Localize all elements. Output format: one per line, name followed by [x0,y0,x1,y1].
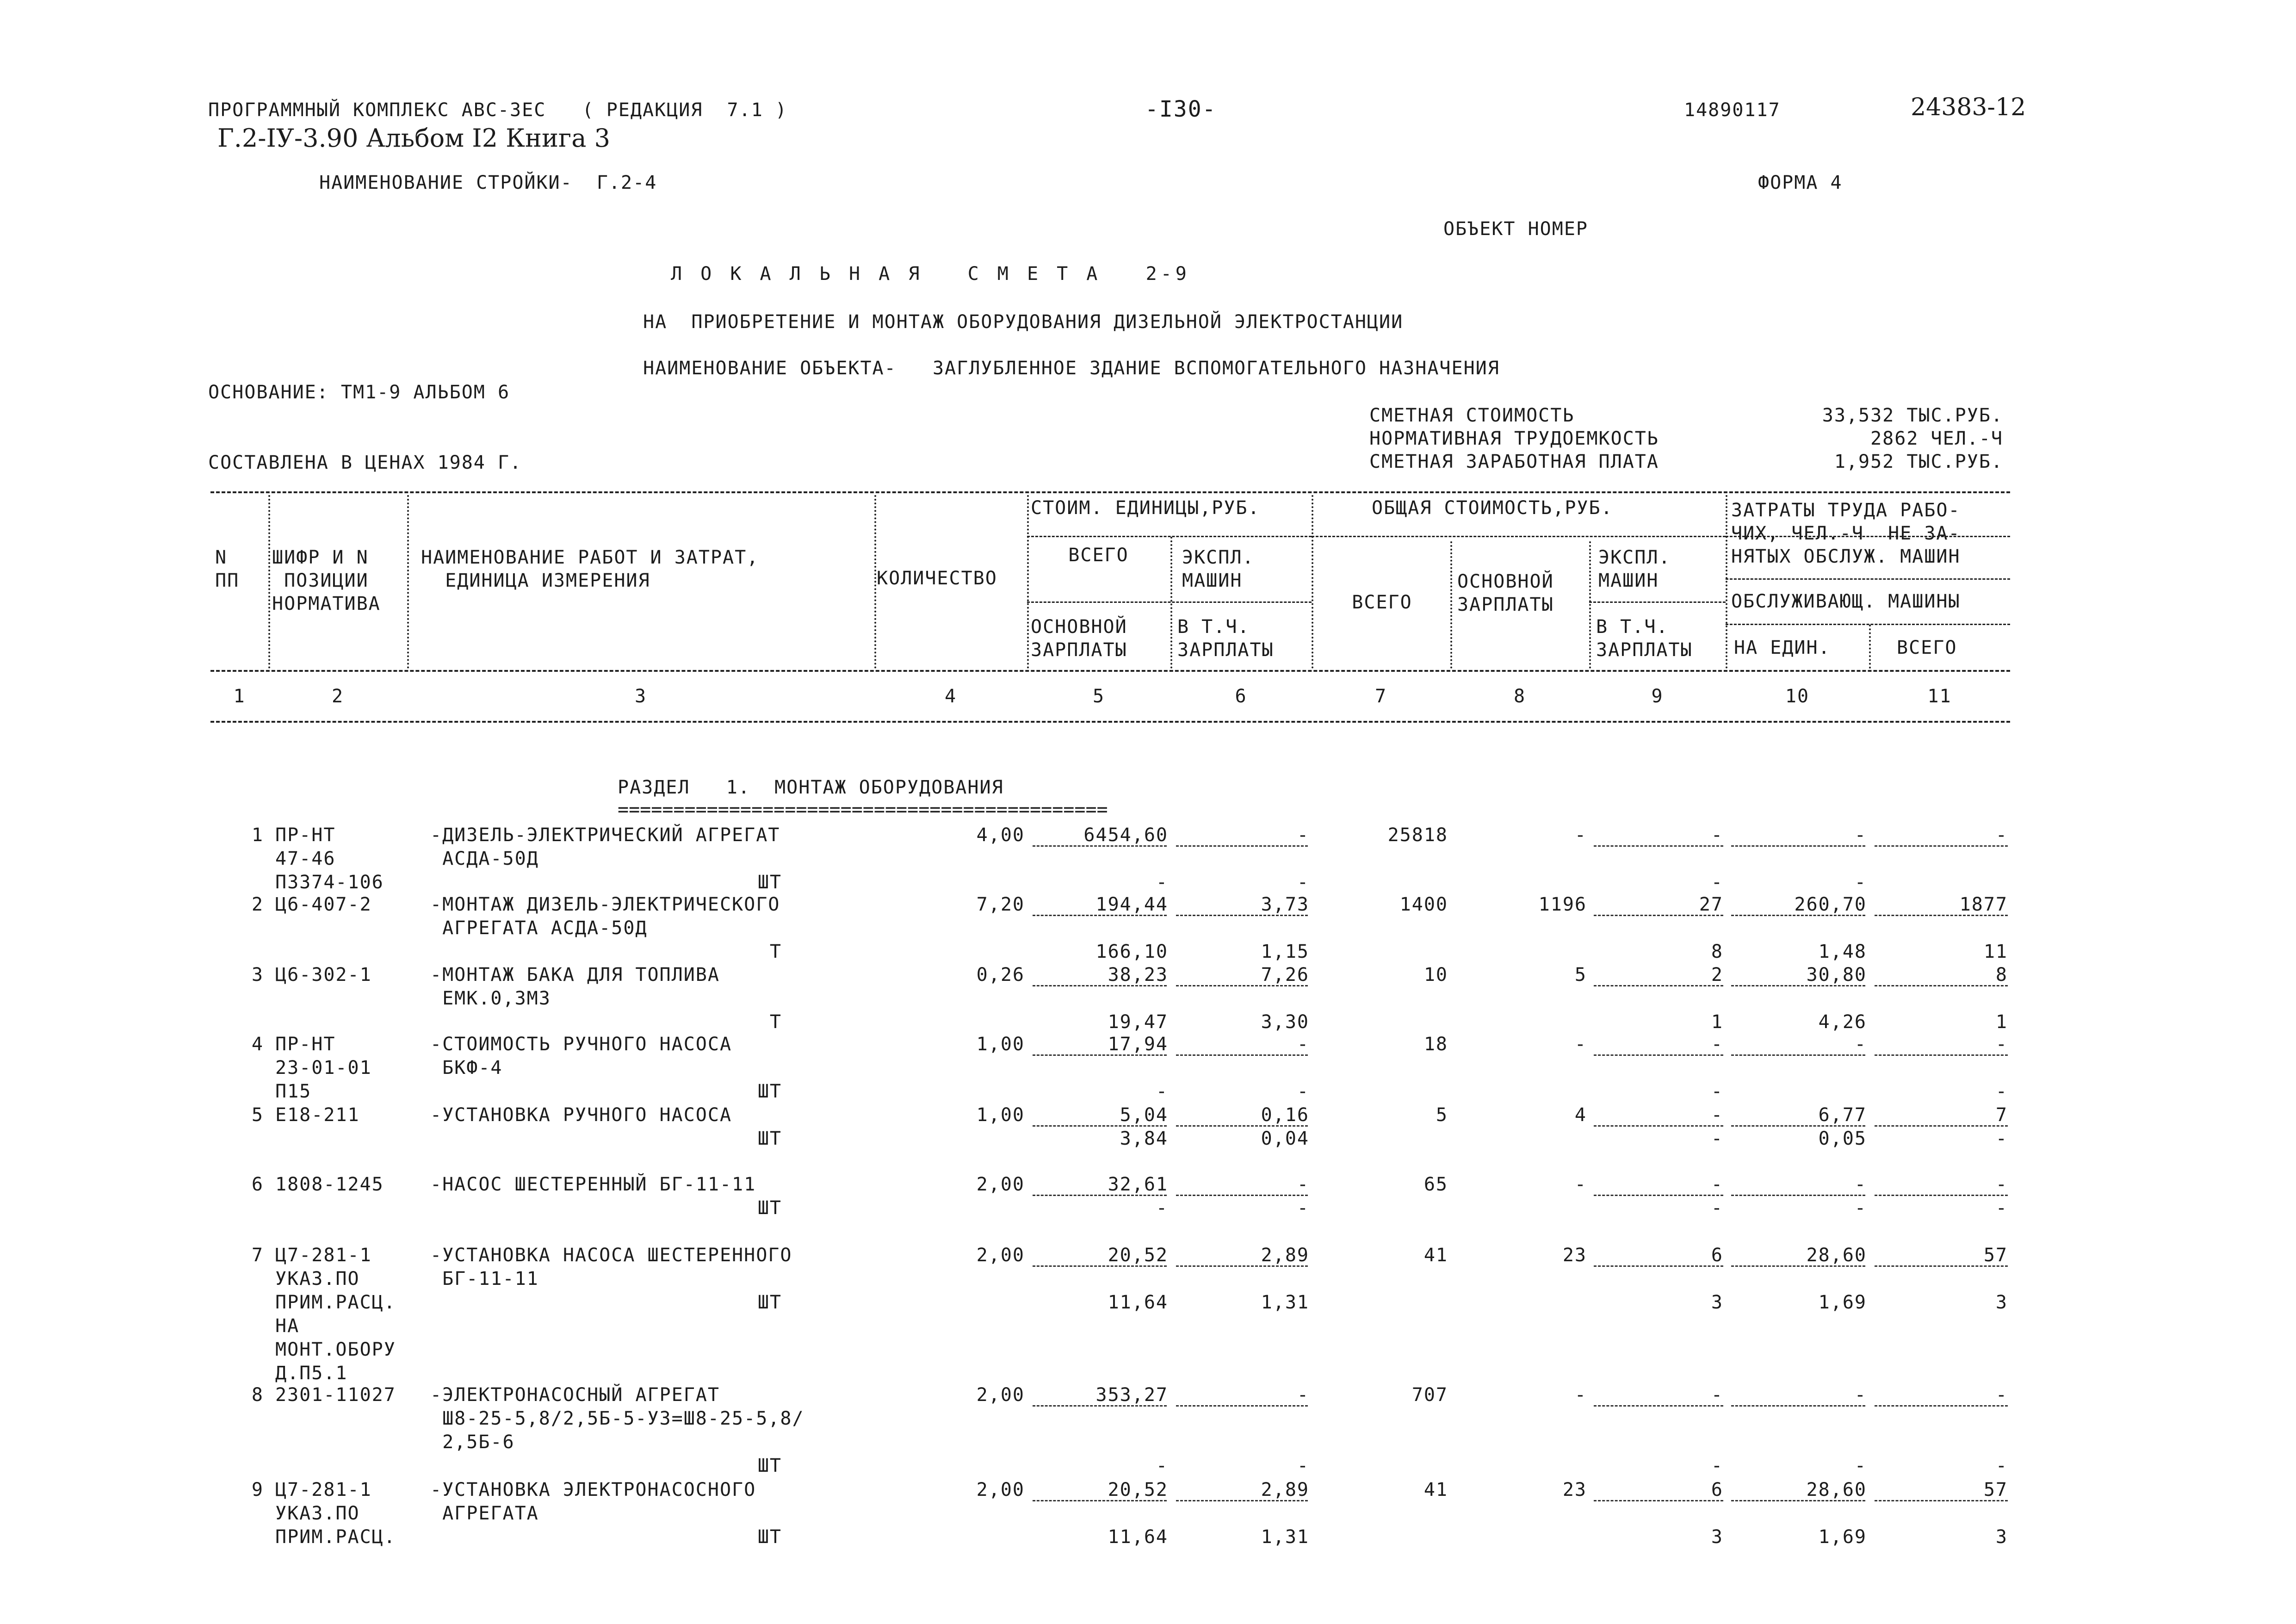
total-cost: 1400 [1399,894,1448,915]
divider [1731,1405,1865,1407]
divider [1594,1265,1723,1267]
col-7-header: ВСЕГО [1352,592,1412,613]
col-8-header: ОСНОВНОЙ ЗАРПЛАТЫ [1457,571,1554,615]
machine-labor-per-unit: - [1854,872,1867,893]
machine-labor-per-unit: 1,69 [1818,1292,1867,1313]
column-number: 4 [944,686,957,707]
quantity: 2,00 [976,1479,1025,1500]
divider [1875,1405,2008,1407]
divider [1731,845,1865,847]
unit-cost-total: 17,94 [1108,1034,1168,1055]
divider [1875,1054,2008,1056]
total-cost: 10 [1423,964,1448,986]
quantity: 4,00 [976,824,1025,846]
work-name: -МОНТАЖ БАКА ДЛЯ ТОПЛИВА ЕМК.0,3М3 [430,964,720,1009]
labor-total: - [1995,824,2008,846]
unit-cost-wages: 11,64 [1108,1292,1168,1313]
row-number: 1 [251,824,264,846]
divider [1033,1195,1167,1196]
column-number: 3 [634,686,647,707]
work-name: -ДИЗЕЛЬ-ЭЛЕКТРИЧЕСКИЙ АГРЕГАТ АСДА-50Д [430,824,780,869]
total-machine-wages: - [1711,872,1723,893]
summary-label: НОРМАТИВНАЯ ТРУДОЕМКОСТЬ [1369,428,1659,449]
unit-label: ШТ [757,1292,782,1313]
unit-cost-machine-wages: 1,31 [1261,1526,1309,1548]
total-cost: 18 [1423,1034,1448,1055]
total-cost: 25818 [1387,824,1448,846]
rule [1312,536,1726,537]
rule [874,495,876,669]
unit-label: ШТ [757,1526,782,1548]
unit-cost-total: 5,04 [1120,1104,1168,1126]
divider [1033,915,1167,916]
total-cost: 5 [1436,1104,1448,1126]
divider [1176,985,1308,986]
rule [1726,624,2010,625]
section-underline: ============================================ [618,800,1108,819]
total-machine-wages: 3 [1711,1292,1723,1313]
unit-cost-machines: 0,16 [1261,1104,1309,1126]
form-label: ФОРМА 4 [1758,172,1843,193]
row-number: 2 [251,894,264,915]
program-label: ПРОГРАММНЫЙ КОМПЛЕКС АВС-ЗЕС ( РЕДАКЦИЯ 7.1 ) [208,99,787,121]
norm-code: Е18-211 [275,1104,360,1126]
total-machines: 2 [1711,964,1723,986]
work-name: -УСТАНОВКА ЭЛЕКТРОНАСОСНОГО АГРЕГАТА [430,1479,756,1524]
labor-total: - [1995,1174,2008,1195]
divider [1731,1265,1865,1267]
divider [1594,915,1723,916]
document-number: 24383-12 [1911,93,2026,121]
divider [1594,1405,1723,1407]
divider [1176,1125,1308,1127]
machine-labor-total: - [1995,1455,2008,1476]
col-10-header: НА ЕДИН. [1734,637,1831,658]
divider [1875,1125,2008,1127]
rule [268,495,270,669]
total-machines: 27 [1699,894,1723,915]
rule [1726,578,2010,580]
summary-value: 2862 ЧЕЛ.-Ч [1870,428,2003,449]
labor-total: 57 [1983,1479,2008,1500]
labor-total: 7 [1995,1104,2008,1126]
unit-cost-wages: - [1156,1455,1168,1476]
unit-cost-machine-wages: - [1297,1455,1309,1476]
col-5-bottom-header: ОСНОВНОЙ ЗАРПЛАТЫ [1031,616,1127,661]
divider [1033,985,1167,986]
total-machines: 6 [1711,1479,1723,1500]
divider [1875,845,2008,847]
divider [1033,1405,1167,1407]
total-wages: 4 [1574,1104,1587,1126]
unit-cost-total: 32,61 [1108,1174,1168,1195]
divider [1594,1195,1723,1196]
basis-label: ОСНОВАНИЕ: ТМ1-9 АЛЬБОМ 6 [208,382,510,403]
unit-cost-machines: 2,89 [1261,1479,1309,1500]
divider [1731,915,1865,916]
work-name: -УСТАНОВКА РУЧНОГО НАСОСА [430,1104,732,1126]
machine-labor-total: - [1995,1197,2008,1219]
rule [210,670,2010,672]
unit-cost-machines: - [1297,824,1309,846]
estimate-title: Л О К А Л Ь Н А Я С М Е Т А 2-9 [671,263,1190,285]
row-number: 5 [251,1104,264,1126]
unit-cost-wages: 11,64 [1108,1526,1168,1548]
quantity: 0,26 [976,964,1025,986]
total-machine-wages: 8 [1711,941,1723,962]
summary-label: СМЕТНАЯ ЗАРАБОТНАЯ ПЛАТА [1369,451,1659,472]
total-machines: - [1711,1034,1723,1055]
machine-labor-per-unit: 1,69 [1818,1526,1867,1548]
total-cost: 41 [1423,1245,1448,1266]
labor-total: 57 [1983,1245,2008,1266]
machine-labor-per-unit: 4,26 [1818,1011,1867,1033]
rule [1027,601,1312,603]
divider [1875,1265,2008,1267]
total-machines: - [1711,1104,1723,1126]
quantity: 7,20 [976,894,1025,915]
labor-header: ЗАТРАТЫ ТРУДА РАБО- ЧИХ, ЧЕЛ.-Ч НЕ ЗА- НЯТЫХ ОБСЛУЖ. МАШИН [1731,500,1961,567]
machine-labor-total: 11 [1983,941,2008,962]
col-2-header: ШИФР И N ПОЗИЦИИ НОРМАТИВА [272,547,381,614]
divider [1176,1500,1308,1501]
total-wages: - [1574,1384,1587,1406]
divider [1594,985,1723,986]
machine-labor-per-unit: 0,05 [1818,1128,1867,1149]
object-name: НАИМЕНОВАНИЕ ОБЪЕКТА- ЗАГЛУБЛЕННОЕ ЗДАНИЕ ВСПОМОГАТЕЛЬНОГО НАЗНАЧЕНИЯ [643,358,1500,379]
total-machine-wages: - [1711,1081,1723,1102]
total-cost: 707 [1411,1384,1448,1406]
summary-value: 33,532 ТЫС.РУБ. [1822,405,2003,426]
quantity: 1,00 [976,1034,1025,1055]
divider [1875,915,2008,916]
norm-code: Ц6-302-1 [275,964,372,986]
column-number: 7 [1374,686,1387,707]
row-number: 4 [251,1034,264,1055]
column-number: 2 [331,686,344,707]
unit-cost-total: 38,23 [1108,964,1168,986]
norm-code: 1808-1245 [275,1174,384,1195]
quantity: 2,00 [976,1245,1025,1266]
divider [1731,1195,1865,1196]
unit-label: ШТ [757,1128,782,1149]
divider [1594,1125,1723,1127]
work-name: -НАСОС ШЕСТЕРЕННЫЙ БГ-11-11 [430,1174,756,1195]
work-name: -МОНТАЖ ДИЗЕЛЬ-ЭЛЕКТРИЧЕСКОГО АГРЕГАТА АСДА-50Д [430,894,780,939]
column-number: 6 [1235,686,1247,707]
rule [1027,495,1029,669]
divider [1033,1500,1167,1501]
section-title: РАЗДЕЛ 1. МОНТАЖ ОБОРУДОВАНИЯ [618,777,1004,798]
unit-cost-total: 194,44 [1095,894,1168,915]
machine-labor-total: - [1995,1128,2008,1149]
column-number: 5 [1092,686,1105,707]
col-6-bottom-header: В Т.Ч. ЗАРПЛАТЫ [1177,616,1274,661]
unit-cost-machine-wages: 1,31 [1261,1292,1309,1313]
prices-label: СОСТАВЛЕНА В ЦЕНАХ 1984 Г. [208,452,522,473]
divider [1176,1405,1308,1407]
divider [1731,1054,1865,1056]
unit-cost-machines: - [1297,1034,1309,1055]
unit-label: Т [769,941,782,962]
col-6-top-header: ЭКСПЛ. МАШИН [1182,547,1255,591]
total-machines: - [1711,1174,1723,1195]
divider [1176,845,1308,847]
row-number: 6 [251,1174,264,1195]
row-number: 8 [251,1384,264,1406]
rule [1312,495,1313,669]
work-name: -ЭЛЕКТРОНАСОСНЫЙ АГРЕГАТ Ш8-25-5,8/2,5Б-5-У3=Ш8-25-5,8/ 2,5Б-6 [430,1384,805,1453]
summary-value: 1,952 ТЫС.РУБ. [1834,451,2003,472]
labor-per-unit: - [1854,1174,1867,1195]
col-9-header: ЭКСПЛ. МАШИН [1598,547,1671,591]
unit-cost-total: 20,52 [1108,1245,1168,1266]
total-wages: 1196 [1538,894,1587,915]
unit-cost-machine-wages: 3,30 [1261,1011,1309,1033]
divider [1594,845,1723,847]
labor-per-unit: - [1854,1384,1867,1406]
total-cost-header: ОБЩАЯ СТОИМОСТЬ,РУБ. [1372,497,1613,519]
divider [1594,1500,1723,1501]
unit-cost-total: 20,52 [1108,1479,1168,1500]
labor-per-unit: 30,80 [1806,964,1867,986]
col-1-header: N ПП [215,547,240,591]
labor-total: - [1995,1384,2008,1406]
rule [1027,536,1312,537]
divider [1033,1054,1167,1056]
divider [1875,1195,2008,1196]
total-machine-wages: - [1711,1197,1723,1219]
work-name: -СТОИМОСТЬ РУЧНОГО НАСОСА БКФ-4 [430,1034,732,1079]
document-code: 14890117 [1684,99,1781,121]
machine-labor-total: 3 [1995,1526,2008,1548]
rule [1450,541,1452,669]
column-number: 11 [1927,686,1952,707]
divider [1033,1125,1167,1127]
machine-labor-per-unit: 1,48 [1818,941,1867,962]
row-number: 3 [251,964,264,986]
total-cost: 41 [1423,1479,1448,1500]
quantity: 2,00 [976,1174,1025,1195]
rule [1589,601,1726,603]
total-wages: 5 [1574,964,1587,986]
unit-cost-total: 353,27 [1095,1384,1168,1406]
col-9-bottom-header: В Т.Ч. ЗАРПЛАТЫ [1596,616,1693,661]
quantity: 2,00 [976,1384,1025,1406]
unit-cost-wages: 19,47 [1108,1011,1168,1033]
quantity: 1,00 [976,1104,1025,1126]
column-number: 8 [1513,686,1526,707]
unit-cost-machines: 3,73 [1261,894,1309,915]
labor-per-unit: 28,60 [1806,1245,1867,1266]
norm-code: 2301-11027 [275,1384,396,1406]
unit-cost-machine-wages: - [1297,872,1309,893]
total-machine-wages: - [1711,1455,1723,1476]
unit-cost-machines: 7,26 [1261,964,1309,986]
rule [1726,495,1727,669]
rule [210,721,2010,723]
rule [407,495,409,669]
unit-cost-machine-wages: - [1297,1081,1309,1102]
machine-labor-per-unit: - [1854,1197,1867,1219]
divider [1731,1500,1865,1501]
labor-per-unit: - [1854,1034,1867,1055]
rule [1869,625,1871,669]
total-machines: 6 [1711,1245,1723,1266]
unit-cost-machines: - [1297,1384,1309,1406]
page-number: -I30- [1145,96,1217,122]
norm-code: ПР-НТ 23-01-01 П15 [275,1034,372,1102]
total-wages: - [1574,824,1587,846]
col-4-header: КОЛИЧЕСТВО [877,568,997,589]
labor-per-unit: 6,77 [1818,1104,1867,1126]
unit-label: Т [769,1011,782,1033]
norm-code: Ц7-281-1 УКАЗ.ПО ПРИМ.РАСЦ. НА МОНТ.ОБОРУ Д.П5.1 [275,1245,396,1384]
labor-total: - [1995,1034,2008,1055]
total-machines: - [1711,1384,1723,1406]
machine-labor-total: 3 [1995,1292,2008,1313]
unit-cost-machine-wages: 0,04 [1261,1128,1309,1149]
norm-code: ПР-НТ 47-46 П3374-106 [275,824,384,893]
total-cost: 65 [1423,1174,1448,1195]
unit-cost-wages: 3,84 [1120,1128,1168,1149]
machine-labor-total: - [1995,1081,2008,1102]
labor-total: 1877 [1959,894,2008,915]
unit-cost-machine-wages: 1,15 [1261,941,1309,962]
machine-labor-per-unit: - [1854,1455,1867,1476]
labor-machines-header: ОБСЛУЖИВАЮЩ. МАШИНЫ [1731,591,1961,612]
unit-cost-machines: - [1297,1174,1309,1195]
estimate-subject: НА ПРИОБРЕТЕНИЕ И МОНТАЖ ОБОРУДОВАНИЯ ДИЗЕЛЬНОЙ ЭЛЕКТРОСТАНЦИИ [643,311,1404,333]
divider [1176,1265,1308,1267]
unit-cost-wages: - [1156,872,1168,893]
labor-per-unit: 28,60 [1806,1479,1867,1500]
machine-labor-total: 1 [1995,1011,2008,1033]
unit-cost-wages: - [1156,1197,1168,1219]
unit-cost-wages: 166,10 [1095,941,1168,962]
labor-per-unit: - [1854,824,1867,846]
construction-name: НАИМЕНОВАНИЕ СТРОЙКИ- Г.2-4 [319,172,657,193]
column-number: 10 [1785,686,1810,707]
divider [1176,1195,1308,1196]
divider [1731,985,1865,986]
unit-cost-total: 6454,60 [1083,824,1168,846]
labor-total: 8 [1995,964,2008,986]
col-3-header: НАИМЕНОВАНИЕ РАБОТ И ЗАТРАТ, ЕДИНИЦА ИЗМЕРЕНИЯ [421,547,759,591]
rule [210,491,2010,493]
row-number: 7 [251,1245,264,1266]
norm-code: Ц7-281-1 УКАЗ.ПО ПРИМ.РАСЦ. [275,1479,396,1548]
divider [1033,845,1167,847]
total-wages: - [1574,1034,1587,1055]
unit-cost-machine-wages: - [1297,1197,1309,1219]
rule [1589,541,1591,669]
col-11-header: ВСЕГО [1897,637,1957,658]
divider [1875,1500,2008,1501]
unit-cost-header: СТОИМ. ЕДИНИЦЫ,РУБ. [1031,497,1260,519]
column-number: 1 [233,686,246,707]
total-wages: 23 [1562,1245,1587,1266]
object-number-label: ОБЪЕКТ НОМЕР [1443,218,1588,240]
work-name: -УСТАНОВКА НАСОСА ШЕСТЕРЕННОГО БГ-11-11 [430,1245,792,1289]
row-number: 9 [251,1479,264,1500]
summary-label: СМЕТНАЯ СТОИМОСТЬ [1369,405,1575,426]
col-5-top-header: ВСЕГО [1068,545,1129,566]
divider [1875,985,2008,986]
labor-per-unit: 260,70 [1794,894,1867,915]
norm-code: Ц6-407-2 [275,894,372,915]
unit-cost-wages: - [1156,1081,1168,1102]
divider [1176,1054,1308,1056]
divider [1594,1054,1723,1056]
unit-label: ШТ [757,1081,782,1102]
divider [1176,915,1308,916]
total-wages: 23 [1562,1479,1587,1500]
total-machine-wages: 1 [1711,1011,1723,1033]
divider [1731,1125,1865,1127]
total-machines: - [1711,824,1723,846]
total-machine-wages: - [1711,1128,1723,1149]
unit-cost-machines: 2,89 [1261,1245,1309,1266]
column-number: 9 [1651,686,1664,707]
total-wages: - [1574,1174,1587,1195]
total-machine-wages: 3 [1711,1526,1723,1548]
divider [1033,1265,1167,1267]
unit-label: ШТ [757,1197,782,1219]
unit-label: ШТ [757,872,782,893]
unit-label: ШТ [757,1455,782,1476]
album-reference: Г.2-IУ-3.90 Альбом I2 Книга 3 [217,124,610,153]
